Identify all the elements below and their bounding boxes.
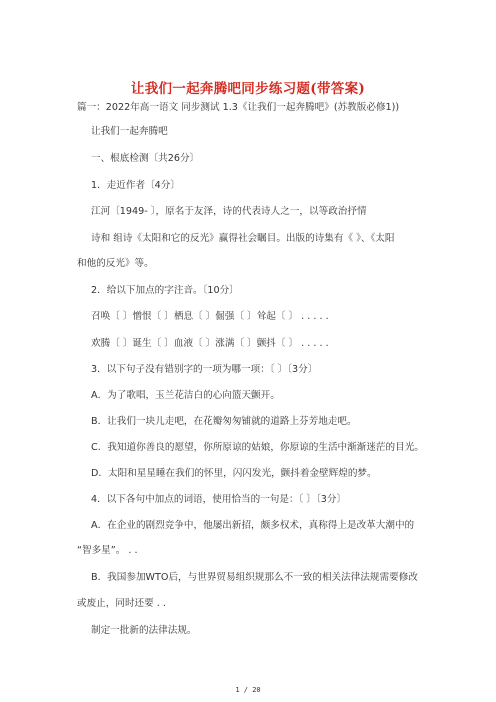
text-line: “智多星”。 . .	[77, 545, 138, 556]
text-line: 或废止，同时还要 . .	[77, 598, 166, 609]
text-line: 1．走近作者〔4分〕	[91, 180, 180, 191]
page-number: 1 / 20	[235, 686, 261, 694]
text-line: 2．给以下加点的字注音。〔10分〕	[91, 285, 239, 296]
text-line: D．太阳和星星睡在我们的怀里，闪闪发光，颤抖着金壁辉煌的梦。	[91, 468, 377, 479]
text-line: A．为了歌唱，玉兰花洁白的心向篮天颤开。	[91, 390, 280, 401]
text-line: 和他的反光》等。	[77, 258, 154, 269]
text-line: 一、根底检测〔共26分〕	[91, 153, 200, 164]
text-line: 诗和 组诗《太阳和它的反光》赢得社会瞩目。出版的诗集有《 》、《太阳	[91, 233, 395, 244]
text-line: 让我们一起奔腾吧	[91, 126, 168, 137]
text-line: 3．以下句子没有错别字的一项为哪一项：〔 〕〔3分〕	[91, 364, 318, 375]
text-line: 制定一批新的法律法规。	[91, 625, 197, 636]
text-line: 欢腾〔 〕诞生〔 〕血液〔 〕涨满〔 〕颤抖〔 〕 . . . . .	[91, 338, 329, 349]
text-line: 4．以下各句中加点的词语，使用恰当的一句是：〔 〕〔3分〕	[91, 494, 347, 505]
text-line: 召唤〔 〕憎恨〔 〕栖息〔 〕倔强〔 〕耸起〔 〕 . . . . .	[91, 311, 329, 322]
text-line: 篇一：2022年高一语文 同步测试 1.3《让我们一起奔腾吧》(苏教版必修1))	[77, 102, 400, 113]
document-title: 让我们一起奔腾吧同步练习题(带答案)	[130, 81, 366, 97]
text-line: A．在企业的剧烈竞争中，他屡出新招，颇多权术，真称得上是改革大潮中的	[91, 520, 415, 531]
text-line: B．我国参加WTO后，与世界贸易组织规那么不一致的相关法律法规需要修改	[91, 572, 418, 583]
text-line: 江河〔1949- 〕，原名于友泽，诗的代表诗人之一，以等政治抒情	[91, 206, 367, 217]
text-line: B．让我们一块儿走吧，在花瓣匆匆铺就的道路上芬芳地走吧。	[91, 416, 357, 427]
text-line: C．我知道你善良的愿望，你所原谅的姑娘，你原谅的生活中渐渐迷茫的目光。	[91, 442, 424, 453]
